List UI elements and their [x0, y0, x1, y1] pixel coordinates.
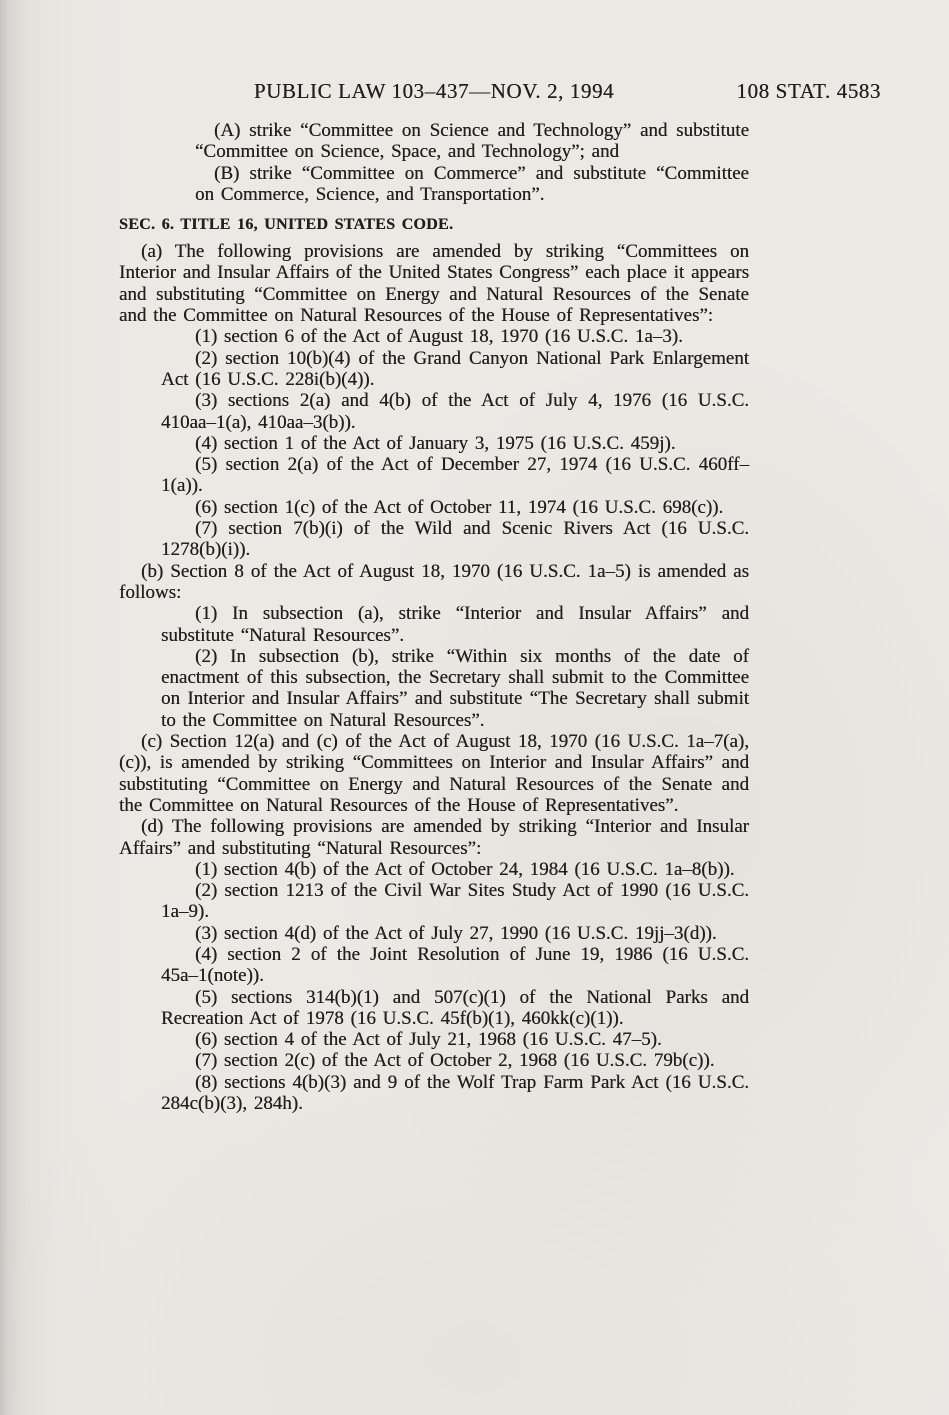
- subsection-c: (c) Section 12(a) and (c) of the Act of August 18, 1970 (16 U.S.C. 1a–7(a), (c)), is amended by striking “Committees on Interior and Insular Affairs” and substituting “Committee on Energy and Natural Resources of the Senate and the Committee on Natural Resources of the House of Representatives”.: [119, 731, 749, 816]
- clause-B: (B) strike “Committee on Commerce” and substitute “Committee on Commerce, Science, and Transportation”.: [195, 162, 749, 205]
- law-citation: PUBLIC LAW 103–437—NOV. 2, 1994: [253, 79, 615, 103]
- subsection-a-item-1: (1) section 6 of the Act of August 18, 1970 (16 U.S.C. 1a–3).: [195, 326, 683, 348]
- running-head: [119, 79, 881, 105]
- subsection-a-item-3: (3) sections 2(a) and 4(b) of the Act of July 4, 1976 (16 U.S.C. 410aa–1(a), 410aa–3(b)).: [161, 390, 749, 433]
- subsection-a-item-5: (5) section 2(a) of the Act of December 27, 1974 (16 U.S.C. 460ff–1(a)).: [161, 454, 749, 497]
- subsection-d-item-8: (8) sections 4(b)(3) and 9 of the Wolf Trap Farm Park Act (16 U.S.C. 284c(b)(3), 284h).: [161, 1071, 749, 1115]
- subsection-a-item-2: (2) section 10(b)(4) of the Grand Canyon National Park Enlargement Act (16 U.S.C. 228i(b)(4)).: [161, 347, 749, 390]
- clause-A: (A) strike “Committee on Science and Technology” and substitute “Committee on Science, Space, and Technology”; and: [195, 120, 749, 163]
- subsection-b-item-2: (2) In subsection (b), strike “Within six months of the date of enactment of this subsection, the Secretary shall submit to the Committee on Interior and Insular Affairs” and substitute “The Secretary shall submit to the Committee on Natural Resources”.: [161, 645, 749, 731]
- statute-body: [119, 120, 749, 1114]
- subsection-d-item-5: (5) sections 314(b)(1) and 507(c)(1) of the National Parks and Recreation Act of 1978 (16 U.S.C. 45f(b)(1), 460kk(c)(1)).: [161, 986, 749, 1029]
- subsection-d-item-4: (4) section 2 of the Joint Resolution of June 19, 1986 (16 U.S.C. 45a–1(note)).: [161, 943, 749, 987]
- subsection-b-intro: (b) Section 8 of the Act of August 18, 1970 (16 U.S.C. 1a–5) is amended as follows:: [119, 560, 749, 603]
- subsection-a-item-7: (7) section 7(b)(i) of the Wild and Scenic Rivers Act (16 U.S.C. 1278(b)(i)).: [161, 518, 749, 561]
- subsection-d-intro: (d) The following provisions are amended by striking “Interior and Insular Affairs” and substituting “Natural Resources”:: [119, 816, 749, 859]
- subsection-d-item-7: (7) section 2(c) of the Act of October 2, 1968 (16 U.S.C. 79b(c)).: [195, 1050, 715, 1072]
- subsection-b-item-1: (1) In subsection (a), strike “Interior and Insular Affairs” and substitute “Natural Resources”.: [161, 603, 749, 646]
- subsection-d-item-2: (2) section 1213 of the Civil War Sites Study Act of 1990 (16 U.S.C. 1a–9).: [161, 880, 749, 923]
- subsection-d-item-1: (1) section 4(b) of the Act of October 24, 1984 (16 U.S.C. 1a–8(b)).: [195, 858, 735, 880]
- subsection-a-item-4: (4) section 1 of the Act of January 3, 1975 (16 U.S.C. 459j).: [195, 432, 676, 454]
- section-6-heading: SEC. 6. TITLE 16, UNITED STATES CODE.: [119, 216, 454, 234]
- subsection-a-intro: (a) The following provisions are amended by striking “Committees on Interior and Insular Affairs of the United States Congress” each place it appears and substituting “Committee on Energy and Natural Resources of the Senate and the Committee on Natural Resources of the House of Representatives”:: [119, 241, 749, 327]
- subsection-d-item-6: (6) section 4 of the Act of July 21, 1968 (16 U.S.C. 47–5).: [195, 1029, 662, 1051]
- subsection-a-item-6: (6) section 1(c) of the Act of October 11, 1974 (16 U.S.C. 698(c)).: [195, 496, 724, 518]
- subsection-d-item-3: (3) section 4(d) of the Act of July 27, 1990 (16 U.S.C. 19jj–3(d)).: [195, 922, 717, 944]
- stat-page-number: 108 STAT. 4583: [736, 79, 881, 103]
